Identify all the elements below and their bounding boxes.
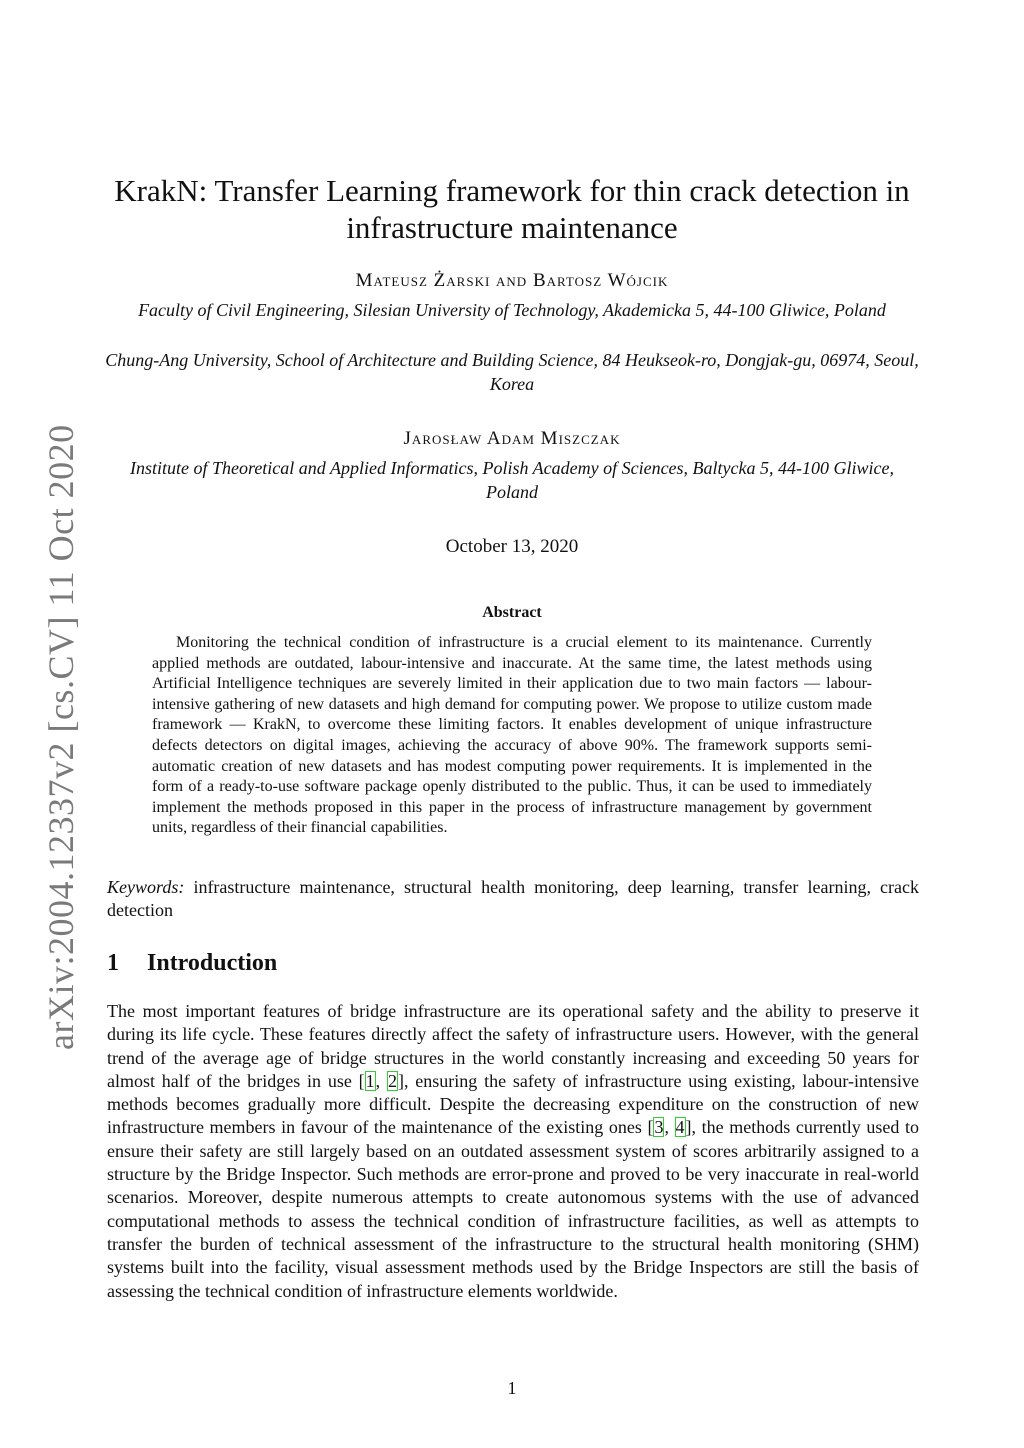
abstract-heading: Abstract bbox=[482, 604, 542, 621]
citation-link[interactable]: 4 bbox=[675, 1117, 685, 1138]
page-number: 1 bbox=[507, 1378, 517, 1398]
affiliation-1: Faculty of Civil Engineering, Silesian University of Technology, Akademicka 5, 44-100 Gliwice, Poland bbox=[138, 300, 886, 320]
citation-link[interactable]: 3 bbox=[654, 1117, 664, 1138]
section-title: Introduction bbox=[147, 950, 278, 976]
citation-link[interactable]: 2 bbox=[387, 1070, 397, 1091]
keywords-label: Keywords: bbox=[107, 877, 185, 897]
paragraph-text-3: , the methods currently used to ensure their safety are still largely based on an outdated assessment system of scores arbitrarily assigned to a structure by the Bridge Inspector. Such methods are error-prone and proved to be very inaccurate in real-world scenarios. Moreover, despite numerous attempts to create autonomous systems with the use of advanced computational methods to assess the technical condition of infrastructure facilities, as well as attempts to transfer the burden of technical assessment of the infrastructure to the structural health monitoring (SHM) systems built into the facility, visual assessment methods used by the Bridge Inspectors are still the basis of assessing the technical condition of infrastructure elements worldwide. bbox=[107, 1117, 920, 1301]
introduction-paragraph: The most important features of bridge infrastructure are its operational safety and the ability to preserve it during its life cycle. These features directly affect the safety of infrastructure users. However, with the general trend of the average age of bridge structures in the world constantly increasing and exceeding 50 years for almost half of the bridges in use [1, 2], ensuring the safety of infrastructure using existing, labour-intensive methods becomes gradually more difficult. Despite the decreasing expenditure on the construction of new infrastructure members in favour of the maintenance of the existing ones [3, 4], the methods currently used to ensure their safety are still largely based on an outdated assessment system of scores arbitrarily assigned to a structure by the Bridge Inspector. Such methods are error-prone and proved to be very inaccurate in real-world scenarios. Moreover, despite numerous attempts to create autonomous systems with the use of advanced computational methods to assess the technical condition of infrastructure facilities, as well as attempts to transfer the burden of technical assessment of the infrastructure to the structural health monitoring (SHM) systems built into the facility, visual assessment methods used by the Bridge Inspectors are still the basis of assessing the technical condition of infrastructure elements worldwide. bbox=[107, 1001, 920, 1301]
keywords-text: infrastructure maintenance, structural health monitoring, deep learning, transfer learning, crack detection bbox=[107, 877, 920, 920]
publication-date: October 13, 2020 bbox=[445, 536, 579, 557]
keywords bbox=[107, 876, 919, 922]
section-number: 1 bbox=[107, 950, 119, 976]
arxiv-identifier: arXiv:2004.12337v2 [cs.CV] 11 Oct 2020 bbox=[41, 424, 81, 1050]
author-line-1: Mateusz Żarski and Bartosz Wójcik bbox=[355, 270, 669, 291]
citation-link[interactable]: 1 bbox=[365, 1070, 375, 1091]
paragraph-text-2: , ensuring the safety of infrastructure using existing, labour-intensive methods becomes gradually more difficult. Despite the decreasing expenditure on the construction of new infrastructure members in favour of the maintenance of the existing ones bbox=[107, 1070, 920, 1138]
section-heading bbox=[107, 950, 277, 977]
affiliation-3: Institute of Theoretical and Applied Informatics, Polish Academy of Sciences, Baltycka 5, 44-100 Gliwice, Poland bbox=[129, 458, 894, 502]
abstract-text: Monitoring the technical condition of infrastructure is a crucial element to its maintenance. Currently applied methods are outdated, labour-intensive and inaccurate. At the same time, the latest methods using Artificial Intelligence techniques are severely limited in their application due to two main factors — labour-intensive gathering of new datasets and high demand for computing power. We propose to utilize custom made framework — KrakN, to overcome these limiting factors. It enables development of unique infrastructure defects detectors on digital images, achieving the accuracy of above 90%. The framework supports semi-automatic creation of new datasets and has modest computing power requirements. It is implemented in the form of a ready-to-use software package openly distributed to the public. Thus, it can be used to immediately implement the methods proposed in this paper in the process of infrastructure management by government units, regardless of their financial capabilities. bbox=[152, 634, 872, 837]
affiliation-2: Chung-Ang University, School of Architecture and Building Science, 84 Heukseok-ro, Dongjak-gu, 06974, Seoul, Korea bbox=[105, 350, 919, 394]
paper-title: KrakN: Transfer Learning framework for thin crack detection in infrastructure maintenance bbox=[114, 173, 910, 245]
paragraph-text-1: The most important features of bridge infrastructure are its operational safety and the ability to preserve it during its life cycle. These features directly affect the safety of infrastructure users. However, with the general trend of the average age of bridge structures in the world constantly increasing and exceeding 50 years for almost half of the bridges in use bbox=[107, 1001, 919, 1091]
author-line-2: Jarosław Adam Miszczak bbox=[403, 428, 621, 449]
